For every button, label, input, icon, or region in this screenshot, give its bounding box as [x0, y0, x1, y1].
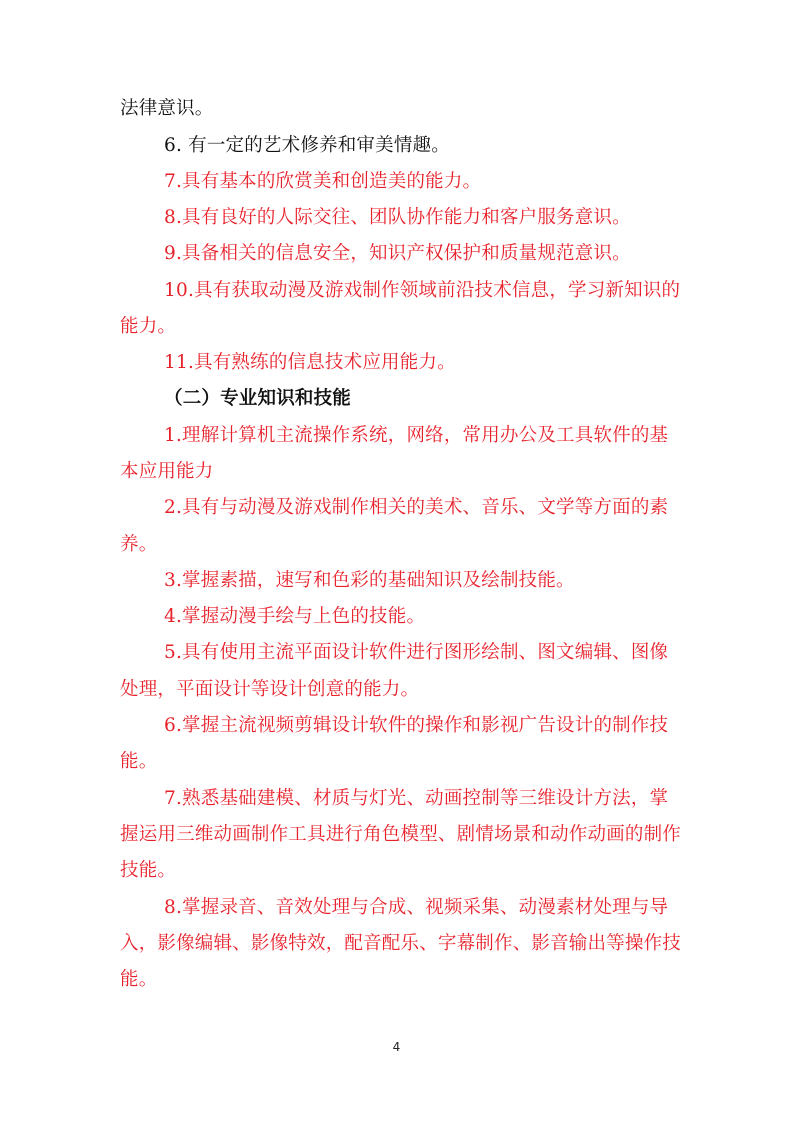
text-line: 1.理解计算机主流操作系统，网络，常用办公及工具软件的基 [164, 425, 669, 446]
text-line: 7.熟悉基础建模、材质与灯光、动画控制等三维设计方法，掌 [164, 788, 669, 809]
text-line: 能力。 [120, 316, 177, 337]
text-line: 3.掌握素描，速写和色彩的基础知识及绘制技能。 [164, 570, 575, 591]
text-line: 5.具有使用主流平面设计软件进行图形绘制、图文编辑、图像 [164, 642, 669, 663]
text-line: 技能。 [120, 860, 177, 881]
text-line: 7.具有基本的欣赏美和创造美的能力。 [164, 171, 482, 192]
text-line: 能。 [120, 969, 158, 990]
text-line: 能。 [120, 751, 158, 772]
text-line: 6.掌握主流视频剪辑设计软件的操作和影视广告设计的制作技 [164, 715, 669, 736]
text-line: 8.具有良好的人际交往、团队协作能力和客户服务意识。 [164, 207, 631, 228]
text-line: 法律意识。 [120, 98, 214, 119]
text-line: 8.掌握录音、音效处理与合成、视频采集、动漫素材处理与导 [164, 897, 669, 918]
text-line: 4.掌握动漫手绘与上色的技能。 [164, 606, 426, 627]
text-line: 9.具备相关的信息安全，知识产权保护和质量规范意识。 [164, 243, 631, 264]
text-line: 2.具有与动漫及游戏制作相关的美术、音乐、文学等方面的素 [164, 497, 669, 518]
text-line: 养。 [120, 534, 158, 555]
text-line: 入，影像编辑、影像特效，配音配乐、字幕制作、影音输出等操作技 [120, 933, 682, 954]
text-line: 处理，平面设计等设计创意的能力。 [120, 679, 420, 700]
text-line: 握运用三维动画制作工具进行角色模型、剧情场景和动作动画的制作 [120, 824, 682, 845]
text-line: 6. 有一定的艺术修养和审美情趣。 [164, 135, 450, 156]
text-line: 10.具有获取动漫及游戏制作领域前沿技术信息，学习新知识的 [164, 280, 681, 301]
text-line: 11.具有熟练的信息技术应用能力。 [164, 352, 456, 373]
section-heading: （二）专业知识和技能 [164, 388, 352, 409]
text-line: 本应用能力 [120, 461, 214, 482]
page-number: 4 [392, 1040, 401, 1054]
